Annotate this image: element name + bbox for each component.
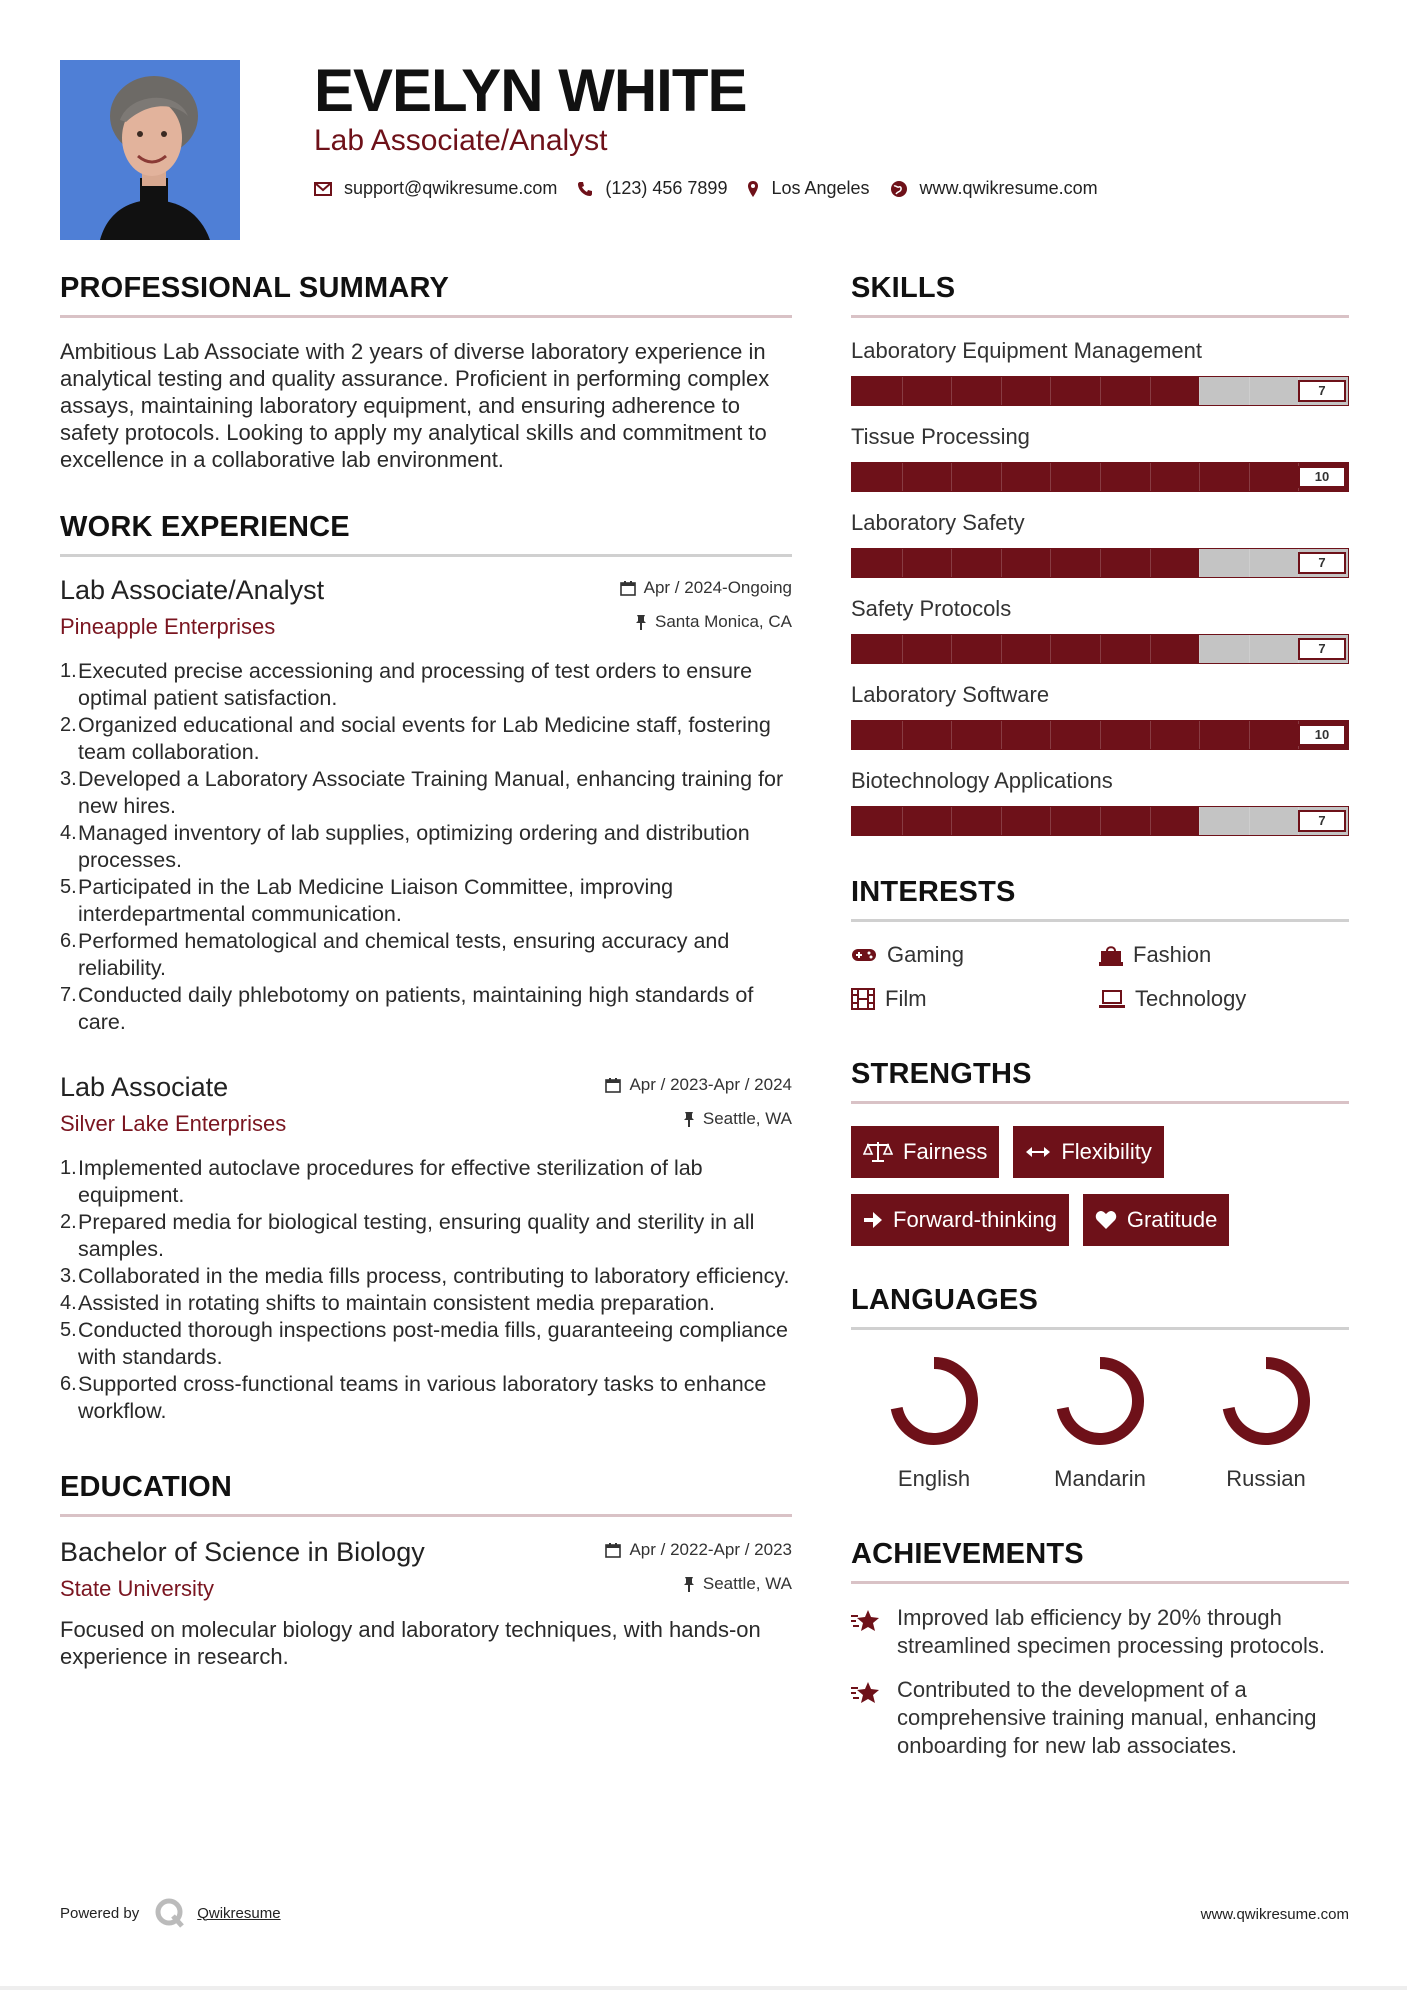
strength-label: Fairness: [903, 1139, 988, 1164]
section-divider: [851, 1101, 1349, 1104]
bullet-number: 4.: [60, 1292, 77, 1314]
bullet-text: Collaborated in the media fills process, contributing to laboratory efficiency.: [78, 1264, 790, 1288]
contact-location: [747, 178, 869, 199]
star-award-icon: [851, 1608, 883, 1634]
job-bullets: [60, 1155, 792, 1425]
bullet-text: Executed precise accessioning and processing of test orders to ensure optimal patient satisfaction.: [78, 659, 753, 710]
skill-bar-segment: [1249, 721, 1250, 749]
skill-bar-segment: [1001, 377, 1002, 405]
skill-bar-segment: [1249, 377, 1250, 405]
skill-name: Tissue Processing: [851, 424, 1030, 449]
skill-name: Laboratory Software: [851, 682, 1050, 707]
strengths-heading: STRENGTHS: [851, 1058, 1032, 1090]
bullet-text: Assisted in rotating shifts to maintain consistent media preparation.: [78, 1291, 715, 1315]
globe-icon: [890, 180, 908, 198]
language-level-arc: [1063, 1363, 1138, 1439]
experience-heading: WORK EXPERIENCE: [60, 511, 350, 543]
skill-bar-segment: [1150, 635, 1151, 663]
map-pin-icon: [747, 180, 759, 198]
skill-score: 7: [1298, 380, 1346, 402]
language-name: English: [897, 1466, 971, 1491]
skill-bar-segment: [1249, 549, 1250, 577]
skill-bar-segment: [1001, 721, 1002, 749]
strength-flexibility: [1013, 1126, 1163, 1178]
skill-bar-segment: [1249, 807, 1250, 835]
degree-title: Bachelor of Science in Biology: [60, 1537, 425, 1567]
skill-bar: [851, 720, 1349, 750]
candidate-role: Lab Associate/Analyst: [314, 124, 608, 157]
skill-item: [851, 424, 1349, 492]
skills-list: [851, 338, 1349, 836]
envelope-icon: [314, 182, 332, 196]
skill-bar: [851, 548, 1349, 578]
achievement-text: Contributed to the development of a comprehensive training manual, enhancing onboarding for new lab associates.: [897, 1677, 1317, 1758]
skill-bar-segment: [1100, 807, 1101, 835]
language-name: Russian: [1226, 1466, 1306, 1491]
job-company: Pineapple Enterprises: [60, 614, 276, 639]
skill-bar-segment: [1150, 463, 1151, 491]
skill-name: Laboratory Equipment Management: [851, 338, 1202, 363]
jobs-list: [60, 575, 792, 1425]
languages-heading: LANGUAGES: [851, 1284, 1039, 1316]
strength-gratitude: [1083, 1194, 1230, 1246]
bullet-text: Participated in the Lab Medicine Liaison Committee, improving interdepartmental communication.: [78, 875, 674, 926]
job-entry: [60, 1072, 792, 1425]
bullet-item: [60, 874, 792, 928]
education-location: Seattle, WA: [702, 1574, 792, 1593]
right-column: [851, 272, 1349, 1760]
job-entry: [60, 575, 792, 1036]
website-text: www.qwikresume.com: [919, 178, 1098, 198]
arrow-right-icon: [863, 1211, 883, 1229]
bullet-number: 1.: [60, 660, 77, 682]
section-divider: [851, 1581, 1349, 1584]
skill-bar-segment: [902, 721, 903, 749]
skill-bar-segment: [951, 549, 952, 577]
skill-bar-segment: [1050, 635, 1051, 663]
skill-item: [851, 682, 1349, 750]
contact-phone[interactable]: [577, 178, 727, 199]
summary-heading: PROFESSIONAL SUMMARY: [60, 272, 450, 304]
bullet-item: [60, 820, 792, 874]
skills-heading: SKILLS: [851, 272, 956, 304]
pin-icon: [683, 1576, 695, 1592]
skill-bar-segment: [1199, 463, 1200, 491]
bullet-number: 2.: [60, 1211, 77, 1233]
phone-text: (123) 456 7899: [605, 178, 728, 198]
strength-label: Forward-thinking: [893, 1207, 1057, 1232]
language-item: [1183, 1356, 1349, 1492]
skill-bar-segment: [1249, 635, 1250, 663]
skill-score: 7: [1298, 638, 1346, 660]
skill-bar-segment: [1199, 807, 1200, 835]
bullet-text: Supported cross-functional teams in various laboratory tasks to enhance workflow.: [78, 1372, 767, 1423]
bullet-number: 3.: [60, 768, 77, 790]
skill-bar: [851, 376, 1349, 406]
candidate-name: EVELYN WHITE: [314, 57, 747, 124]
skill-bar: [851, 634, 1349, 664]
achievement-text: Improved lab efficiency by 20% through streamlined specimen processing protocols.: [897, 1605, 1325, 1658]
language-name: Mandarin: [1054, 1466, 1146, 1491]
contact-website[interactable]: [890, 178, 1098, 199]
bullet-item: [60, 1263, 792, 1290]
bullet-item: [60, 1371, 792, 1425]
email-text: support@qwikresume.com: [344, 178, 558, 198]
skill-bar-segment: [1100, 721, 1101, 749]
contact-email[interactable]: [314, 178, 557, 199]
arrows-horizontal-icon: [1025, 1145, 1051, 1159]
bullet-text: Developed a Laboratory Associate Training Manual, enhancing training for new hires.: [78, 767, 784, 818]
interests-grid: [851, 942, 1349, 1012]
interest-technology: [1099, 986, 1349, 1012]
language-level-ring: [889, 1356, 979, 1446]
skill-score: 10: [1298, 466, 1346, 488]
skill-bar-segment: [1199, 549, 1200, 577]
bullet-number: 6.: [60, 930, 77, 952]
bullet-number: 4.: [60, 822, 77, 844]
bullet-item: [60, 658, 792, 712]
language-level-arc: [897, 1363, 972, 1439]
skill-bar-fill: [852, 807, 1199, 835]
pin-icon: [635, 614, 647, 630]
skill-item: [851, 338, 1349, 406]
skill-bar-segment: [1199, 721, 1200, 749]
bullet-item: [60, 766, 792, 820]
languages-list: [851, 1356, 1349, 1492]
bullet-text: Conducted daily phlebotomy on patients, maintaining high standards of care.: [78, 983, 754, 1034]
skill-bar-segment: [1199, 377, 1200, 405]
skill-bar-segment: [1050, 807, 1051, 835]
interest-fashion: [1099, 942, 1349, 968]
job-dates: Apr / 2023-Apr / 2024: [629, 1075, 792, 1094]
bullet-text: Organized educational and social events for Lab Medicine staff, fostering team collaboration.: [78, 713, 771, 764]
bullet-number: 5.: [60, 876, 77, 898]
shopping-bag-icon: [1099, 944, 1123, 966]
job-dates: Apr / 2024-Ongoing: [643, 578, 792, 597]
qwikresume-logo-icon: [153, 1896, 187, 1930]
skill-bar-segment: [1100, 463, 1101, 491]
skill-score: 10: [1298, 724, 1346, 746]
bullet-item: [60, 1290, 792, 1317]
skill-bar-segment: [1050, 549, 1051, 577]
skill-bar-segment: [951, 635, 952, 663]
skill-score: 7: [1298, 552, 1346, 574]
skill-score: 7: [1298, 810, 1346, 832]
achievements-list: [851, 1604, 1349, 1760]
job-location: Santa Monica, CA: [654, 612, 792, 631]
bullet-item: [60, 1317, 792, 1371]
skill-bar-fill: [852, 635, 1199, 663]
skill-bar-segment: [1050, 721, 1051, 749]
skill-bar-segment: [1150, 377, 1151, 405]
skill-item: [851, 510, 1349, 578]
skill-bar-segment: [951, 721, 952, 749]
skill-bar-segment: [902, 549, 903, 577]
language-level-ring: [1055, 1356, 1145, 1446]
skill-bar-segment: [951, 463, 952, 491]
balance-scale-icon: [863, 1140, 893, 1164]
interest-gaming: [851, 942, 1099, 968]
skill-bar-segment: [902, 807, 903, 835]
education-entry: [60, 1537, 792, 1670]
laptop-icon: [1099, 990, 1125, 1008]
skill-bar-segment: [902, 463, 903, 491]
skill-bar-segment: [1199, 635, 1200, 663]
calendar-icon: [605, 1542, 621, 1558]
skill-bar: [851, 462, 1349, 492]
bullet-item: [60, 1155, 792, 1209]
language-level-ring: [1221, 1356, 1311, 1446]
skill-bar-segment: [1150, 721, 1151, 749]
skill-bar-segment: [1100, 635, 1101, 663]
bullet-number: 1.: [60, 1157, 77, 1179]
bullet-number: 7.: [60, 984, 77, 1006]
skill-bar-segment: [951, 377, 952, 405]
powered-by-text: Powered by: [60, 1904, 140, 1922]
job-company: Silver Lake Enterprises: [60, 1111, 287, 1136]
skill-bar-segment: [1001, 549, 1002, 577]
footer-url[interactable]: www.qwikresume.com: [1200, 1906, 1349, 1923]
skill-item: [851, 596, 1349, 664]
section-divider: [851, 315, 1349, 318]
bullet-text: Prepared media for biological testing, ensuring quality and sterility in all samples.: [78, 1210, 755, 1261]
section-divider: [851, 919, 1349, 922]
skill-name: Biotechnology Applications: [851, 768, 1113, 793]
skill-bar-segment: [1150, 807, 1151, 835]
section-divider: [851, 1327, 1349, 1330]
skill-bar-segment: [902, 635, 903, 663]
skill-bar-fill: [852, 377, 1199, 405]
footer-powered-by: [60, 1896, 281, 1930]
skill-bar-fill: [852, 549, 1199, 577]
achievement-item: [851, 1676, 1349, 1760]
location-text: Los Angeles: [771, 178, 870, 198]
interest-label: Fashion: [1133, 942, 1212, 967]
skill-name: Safety Protocols: [851, 596, 1012, 621]
star-award-icon: [851, 1680, 883, 1706]
bullet-item: [60, 982, 792, 1036]
strengths-list: [851, 1126, 1349, 1262]
achievements-heading: ACHIEVEMENTS: [851, 1538, 1084, 1570]
qwikresume-link[interactable]: Qwikresume: [197, 1904, 281, 1922]
job-title: Lab Associate/Analyst: [60, 575, 325, 605]
skill-bar-segment: [1001, 635, 1002, 663]
job-location: Seattle, WA: [702, 1109, 792, 1128]
interest-label: Gaming: [887, 942, 965, 967]
section-divider: [60, 315, 792, 318]
interests-heading: INTERESTS: [851, 876, 1016, 908]
skill-bar-segment: [1100, 549, 1101, 577]
skill-bar-segment: [1249, 463, 1250, 491]
phone-icon: [577, 181, 593, 197]
strength-forward-thinking: [851, 1194, 1069, 1246]
school-name: State University: [60, 1576, 215, 1601]
calendar-icon: [620, 580, 636, 596]
strength-label: Flexibility: [1061, 1139, 1152, 1164]
language-level-arc: [1229, 1363, 1304, 1439]
section-divider: [60, 554, 792, 557]
skill-bar-segment: [1150, 549, 1151, 577]
bullet-number: 5.: [60, 1319, 77, 1341]
language-item: [1017, 1356, 1183, 1492]
achievement-item: [851, 1604, 1349, 1660]
calendar-icon: [605, 1077, 621, 1093]
gamepad-icon: [851, 947, 877, 963]
profile-photo: [60, 60, 240, 240]
bullet-number: 3.: [60, 1265, 77, 1287]
interest-label: Technology: [1135, 986, 1247, 1011]
bullet-item: [60, 928, 792, 982]
skill-name: Laboratory Safety: [851, 510, 1025, 535]
skill-bar-segment: [1001, 807, 1002, 835]
job-bullets: [60, 658, 792, 1036]
bullet-text: Managed inventory of lab supplies, optimizing ordering and distribution processes.: [78, 821, 750, 872]
bullet-number: 6.: [60, 1373, 77, 1395]
page-bottom-border: [0, 1986, 1407, 1990]
strength-fairness: [851, 1126, 999, 1178]
bullet-text: Conducted thorough inspections post-media fills, guaranteeing compliance with standards.: [78, 1318, 788, 1369]
education-dates: Apr / 2022-Apr / 2023: [629, 1540, 792, 1559]
bullet-text: Performed hematological and chemical tests, ensuring accuracy and reliability.: [78, 929, 730, 980]
skill-bar-segment: [902, 377, 903, 405]
bullet-item: [60, 712, 792, 766]
pin-icon: [683, 1111, 695, 1127]
skill-bar-segment: [1100, 377, 1101, 405]
job-title: Lab Associate: [60, 1072, 229, 1102]
education-description: Focused on molecular biology and laboratory techniques, with hands-on experience in research.: [60, 1617, 761, 1669]
bullet-item: [60, 1209, 792, 1263]
bullet-text: Implemented autoclave procedures for effective sterilization of lab equipment.: [78, 1156, 703, 1207]
left-column: [60, 272, 792, 1670]
contact-bar: [314, 178, 1118, 199]
language-item: [851, 1356, 1017, 1492]
skill-bar-segment: [951, 807, 952, 835]
interest-label: Film: [885, 986, 927, 1011]
section-divider: [60, 1514, 792, 1517]
education-heading: EDUCATION: [60, 1471, 233, 1503]
bullet-number: 2.: [60, 714, 77, 736]
film-icon: [851, 988, 875, 1010]
skill-bar-segment: [1050, 463, 1051, 491]
interest-film: [851, 986, 1099, 1012]
skill-bar-segment: [1050, 377, 1051, 405]
heart-icon: [1095, 1210, 1117, 1230]
skill-bar: [851, 806, 1349, 836]
skill-bar-segment: [1001, 463, 1002, 491]
strength-label: Gratitude: [1126, 1207, 1218, 1232]
skill-item: [851, 768, 1349, 836]
summary-text: Ambitious Lab Associate with 2 years of diverse laboratory experience in analytical testing and quality assurance. Proficient in performing complex assays, maintaining laboratory equipment, and ensuring adherence to safety protocols. Looking to apply my analytical skills and commitment to excellence in a collaborative lab environment.: [60, 339, 770, 472]
